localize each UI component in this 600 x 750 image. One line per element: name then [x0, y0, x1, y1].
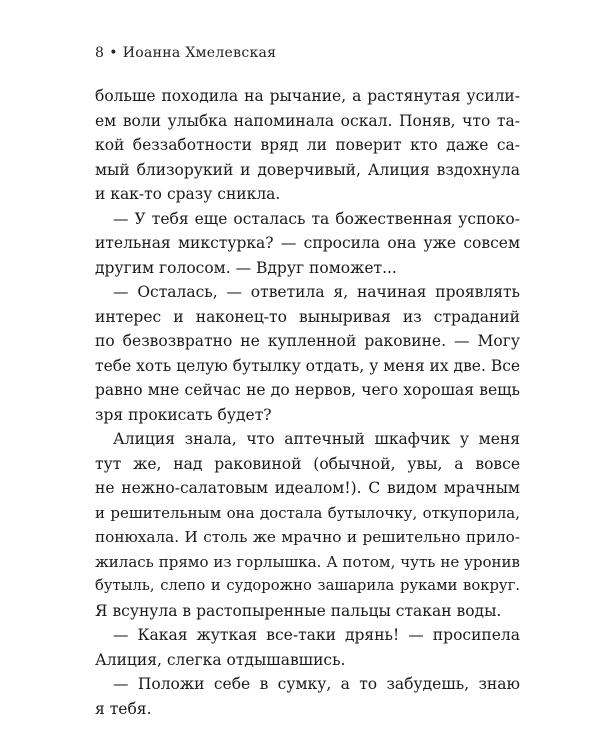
text-line: больше походила на рычание, а растянутая усили- [95, 87, 520, 105]
text-line: бутыль, слепо и судорожно зашарила руками вокруг. [95, 577, 520, 594]
text-line: мый близорукий и доверчивый, Алиция вздохнула [95, 160, 520, 179]
text-line: — Осталась, — ответила я, начиная проявлять [113, 283, 520, 301]
running-head [95, 45, 276, 61]
text-line: ем воли улыбка напоминала оскал. Поняв, что та- [95, 111, 520, 130]
text-line: и как-то сразу сникла. [95, 185, 281, 203]
text-line: другим голосом. — Вдруг поможет... [95, 258, 397, 277]
text-line: — У тебя еще осталась та божественная успоко- [113, 209, 520, 228]
text-line: тебе хоть целую бутылку отдать, у меня их две. Все [95, 356, 521, 375]
page-number: 8 [95, 45, 105, 61]
body-text [95, 84, 520, 721]
text-line: интерес и наконец-то выныривая из страданий [95, 307, 520, 326]
text-line: и решительным она достала бутылочку, откупорила, [95, 503, 520, 522]
text-line: ительная микстурка? — спросила она уже совсем [95, 234, 520, 252]
text-line: жилась прямо из горлышка. А потом, чуть не уронив [95, 552, 520, 571]
text-line: зря прокисать будет? [95, 405, 272, 424]
text-line: равно мне сейчас не до нервов, чего хорошая вещь [95, 381, 520, 399]
text-line: тут же, над раковиной (обычной, увы, а вовсе [95, 454, 520, 473]
text-line: я тебя. [95, 699, 152, 718]
text-line: Алиция знала, что аптечный шкафчик у меня [113, 430, 520, 448]
text-line: по безвозвратно не купленной раковине. — Могу [95, 332, 520, 350]
text-line: кой беззаботности вряд ли поверит кто даже са- [95, 136, 520, 154]
text-line: понюхала. И столь же мрачно и решительно прило- [95, 528, 520, 546]
text-line: Алиция, слегка отдышавшись. [95, 650, 346, 669]
text-line: не нежно-салатовым идеалом!). С видом мрачным [95, 479, 520, 497]
header-separator: • [109, 45, 118, 61]
text-line: Я всунула в растопыренные пальцы стакан воды. [95, 601, 502, 620]
text-line: — Какая жуткая все-таки дрянь! — просипела [113, 626, 520, 644]
author-name: Иоанна Хмелевская [122, 45, 277, 61]
text-line: — Положи себе в сумку, а то забудешь, знаю [113, 675, 520, 693]
